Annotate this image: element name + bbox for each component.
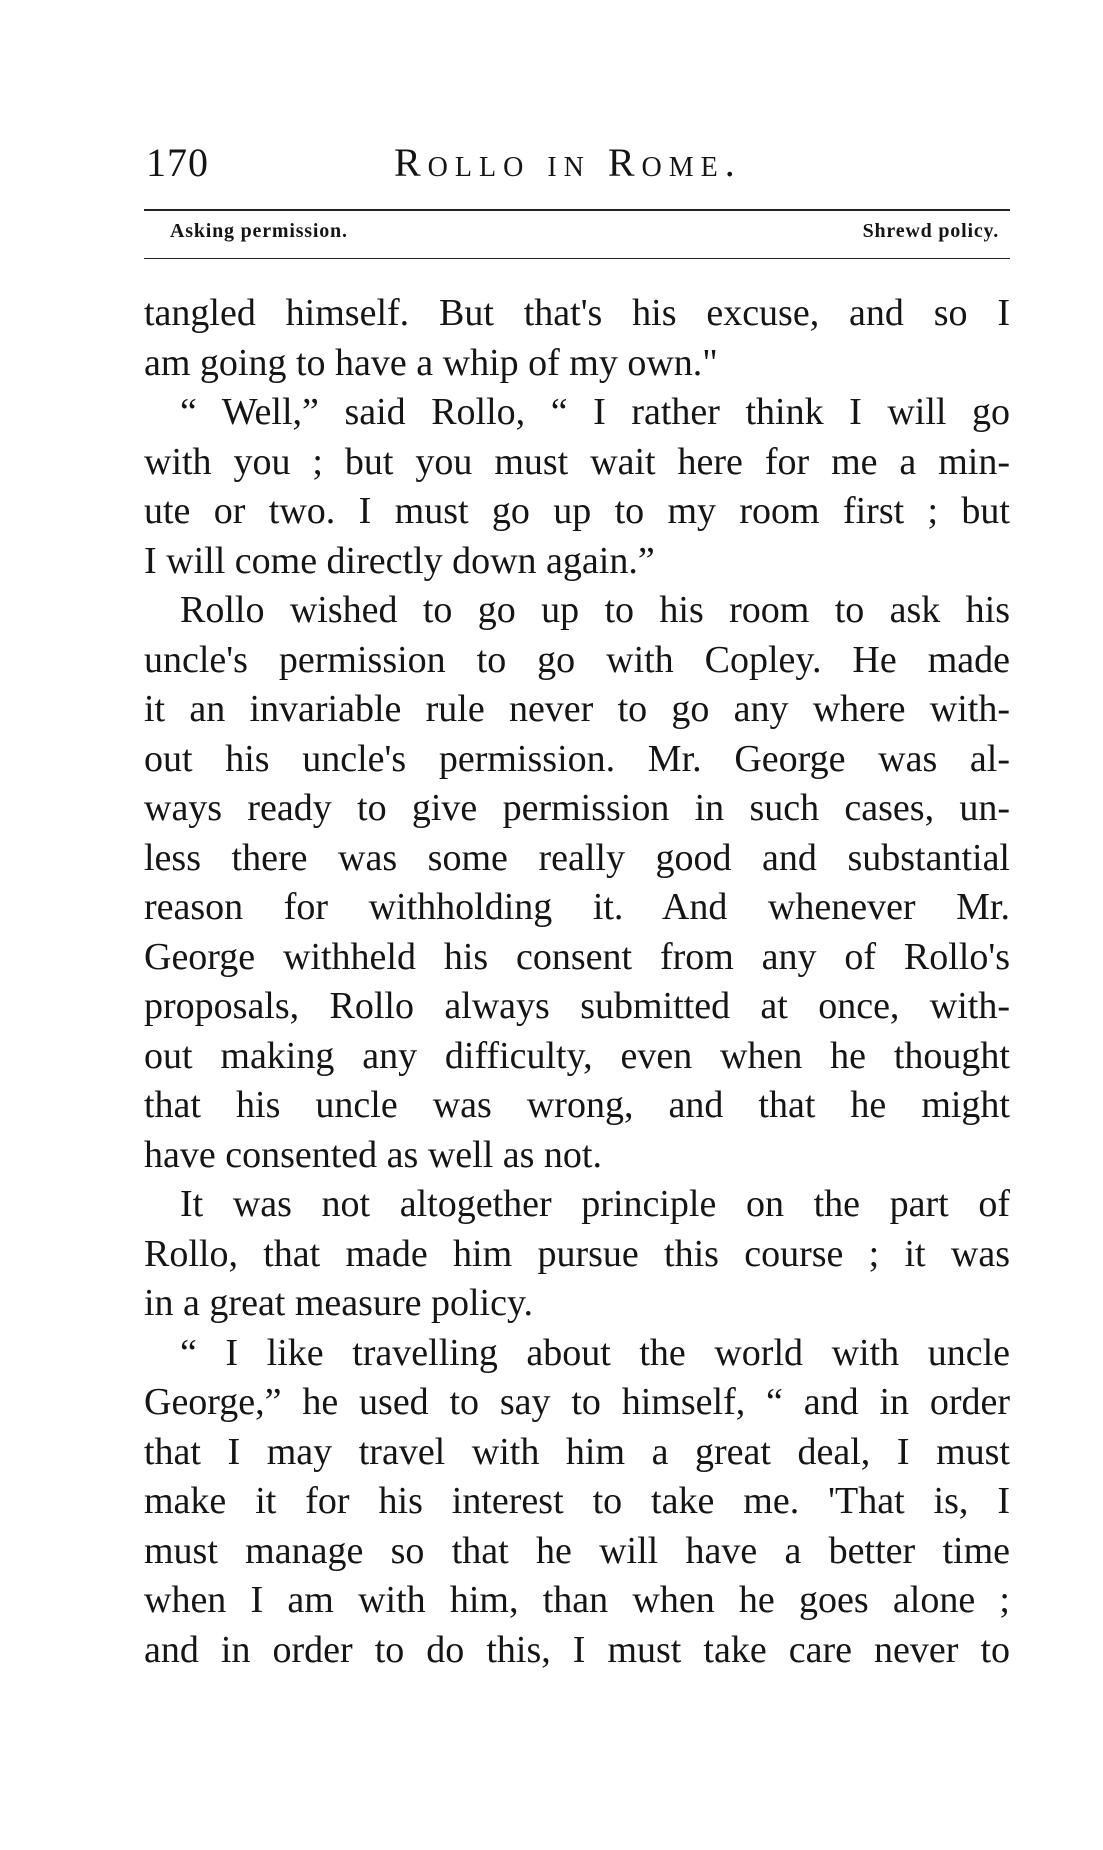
text-line: it an invariable rule never to go any where with- bbox=[144, 688, 1010, 730]
text-line: with you ; but you must wait here for me a min- bbox=[144, 440, 1010, 483]
header-rule-bottom bbox=[144, 258, 1010, 259]
text-line: ways ready to give permission in such cases, un- bbox=[144, 787, 1010, 829]
text-line: It was not altogether principle on the part of bbox=[180, 1183, 1010, 1225]
text-line: Rollo wished to go up to his room to ask his bbox=[180, 589, 1010, 631]
text-line: uncle's permission to go with Copley. He made bbox=[144, 638, 1010, 681]
text-line: “ Well,” said Rollo, “ I rather think I will go bbox=[180, 391, 1010, 433]
left-subheader: Asking permission. bbox=[170, 220, 348, 242]
text-line: reason for withholding it. And whenever Mr. bbox=[144, 886, 1010, 928]
text-line: “ I like travelling about the world with uncle bbox=[180, 1331, 1010, 1374]
text-line: proposals, Rollo always submitted at once, with- bbox=[144, 985, 1010, 1027]
text-line: tangled himself. But that's his excuse, and so I bbox=[144, 292, 1010, 334]
text-line: less there was some really good and substantial bbox=[144, 836, 1010, 879]
header-rule-top bbox=[144, 209, 1010, 211]
text-line: that I may travel with him a great deal, I must bbox=[144, 1430, 1010, 1473]
book-title: Rollo in Rome. bbox=[394, 140, 742, 185]
text-line: make it for his interest to take me. 'That is, I bbox=[144, 1480, 1010, 1522]
text-line: George,” he used to say to himself, “ and in order bbox=[144, 1381, 1010, 1423]
text-line: out making any difficulty, even when he thought bbox=[144, 1034, 1010, 1077]
text-line: I will come directly down again.” bbox=[144, 539, 655, 582]
text-line: Rollo, that made him pursue this course ; it was bbox=[144, 1232, 1010, 1275]
text-line: out his uncle's permission. Mr. George was al- bbox=[144, 737, 1010, 780]
text-line: George withheld his consent from any of Rollo's bbox=[144, 935, 1010, 978]
text-line: ute or two. I must go up to my room first ; but bbox=[144, 490, 1010, 532]
text-line: and in order to do this, I must take care never to bbox=[144, 1628, 1010, 1671]
running-head bbox=[146, 139, 1010, 191]
text-line: when I am with him, than when he goes alone ; bbox=[144, 1579, 1010, 1621]
right-subheader: Shrewd policy. bbox=[862, 220, 999, 242]
text-line: in a great measure policy. bbox=[144, 1282, 533, 1324]
page-number: 170 bbox=[146, 140, 209, 185]
text-line: that his uncle was wrong, and that he might bbox=[144, 1084, 1010, 1126]
text-line: have consented as well as not. bbox=[144, 1133, 602, 1176]
body-text bbox=[144, 289, 1010, 1675]
text-line: am going to have a whip of my own." bbox=[144, 341, 718, 384]
text-line: must manage so that he will have a better time bbox=[144, 1529, 1010, 1572]
